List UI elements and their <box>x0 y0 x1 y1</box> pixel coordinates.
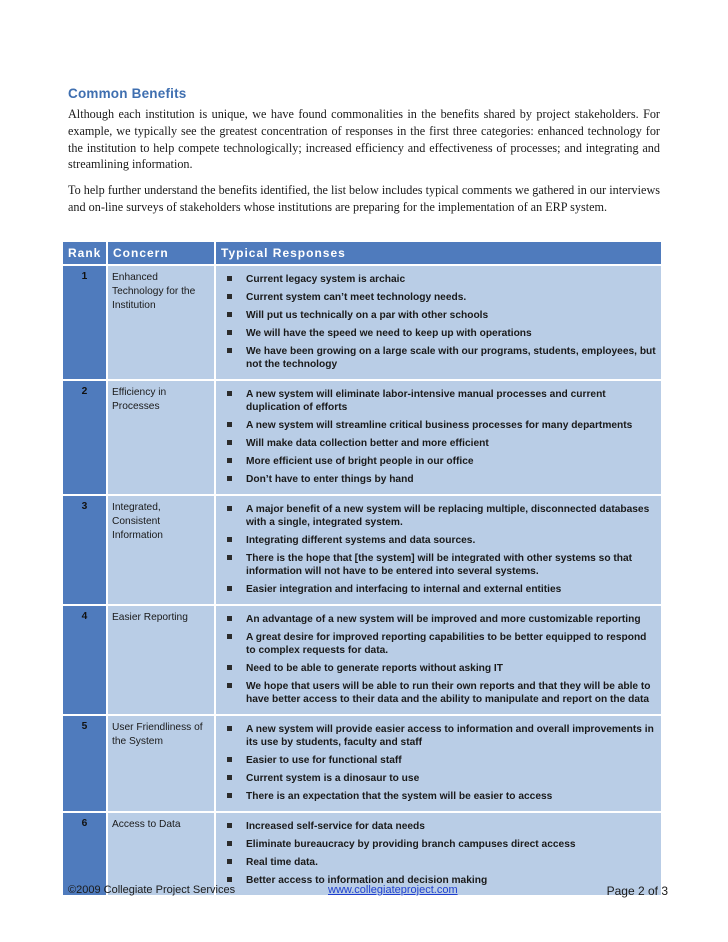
table-body <box>63 265 661 895</box>
responses-cell <box>215 715 661 812</box>
list-item <box>224 772 657 785</box>
list-item <box>224 455 657 468</box>
response-text: We will have the speed we need to keep up with operations <box>246 328 532 339</box>
table-row <box>63 380 661 495</box>
rank-cell: 6 <box>63 812 107 895</box>
response-text: Increased self-service for data needs <box>246 821 425 832</box>
concern-cell: Integrated, Consistent Information <box>107 495 215 605</box>
square-bullet-icon <box>227 775 232 780</box>
responses-list <box>224 723 657 803</box>
square-bullet-icon <box>227 665 232 670</box>
response-text: We have been growing on a large scale with our programs, students, employees, but not the technology <box>246 346 656 370</box>
responses-cell <box>215 495 661 605</box>
list-item <box>224 583 657 596</box>
list-item <box>224 552 657 578</box>
square-bullet-icon <box>227 726 232 731</box>
list-item <box>224 838 657 851</box>
footer-copyright: ©2009 Collegiate Project Services <box>68 884 236 896</box>
list-item <box>224 327 657 340</box>
responses-cell <box>215 812 661 895</box>
header-concern: Concern <box>107 242 215 265</box>
response-text: Better access to information and decision making <box>246 875 488 886</box>
square-bullet-icon <box>227 634 232 639</box>
list-item <box>224 856 657 869</box>
square-bullet-icon <box>227 276 232 281</box>
responses-list <box>224 820 657 887</box>
response-text: We hope that users will be able to run their own reports and that they will be able to have better access to their data and the ability to manipulate and report on the data <box>246 681 651 705</box>
square-bullet-icon <box>227 440 232 445</box>
explanation-paragraph: To help further understand the benefits identified, the list below includes typical comments we gathered in our interviews and on-line surveys of stakeholders whose institutions are preparing for the implementation of an ERP system. <box>68 183 660 214</box>
square-bullet-icon <box>227 506 232 511</box>
responses-list <box>224 388 657 486</box>
response-text: A new system will streamline critical business processes for many departments <box>246 420 633 431</box>
square-bullet-icon <box>227 391 232 396</box>
header-rank: Rank <box>63 242 107 265</box>
responses-cell <box>215 605 661 715</box>
square-bullet-icon <box>227 841 232 846</box>
square-bullet-icon <box>227 458 232 463</box>
response-text: A major benefit of a new system will be replacing multiple, disconnected databases with a single, integrated system. <box>246 504 650 528</box>
square-bullet-icon <box>227 476 232 481</box>
responses-list <box>224 613 657 706</box>
response-text: There is an expectation that the system will be easier to access <box>246 791 553 802</box>
list-item <box>224 723 657 749</box>
list-item <box>224 388 657 414</box>
list-item <box>224 419 657 432</box>
concern-cell: User Friendliness of the System <box>107 715 215 812</box>
response-text: Eliminate bureaucracy by providing branch campuses direct access <box>246 839 576 850</box>
square-bullet-icon <box>227 859 232 864</box>
square-bullet-icon <box>227 877 232 882</box>
square-bullet-icon <box>227 683 232 688</box>
page-footer <box>68 884 668 900</box>
concern-cell: Enhanced Technology for the Institution <box>107 265 215 380</box>
responses-list <box>224 503 657 596</box>
response-text: Easier to use for functional staff <box>246 755 402 766</box>
list-item <box>224 309 657 322</box>
square-bullet-icon <box>227 757 232 762</box>
square-bullet-icon <box>227 348 232 353</box>
square-bullet-icon <box>227 537 232 542</box>
table-row <box>63 715 661 812</box>
response-text: Current system can’t meet technology needs. <box>246 292 467 303</box>
concern-cell: Efficiency in Processes <box>107 380 215 495</box>
square-bullet-icon <box>227 294 232 299</box>
list-item <box>224 613 657 626</box>
responses-list <box>224 273 657 371</box>
response-text: Real time data. <box>246 857 318 868</box>
response-text: Don’t have to enter things by hand <box>246 474 414 485</box>
rank-cell: 3 <box>63 495 107 605</box>
response-text: A great desire for improved reporting capabilities to be better equipped to respond to complex requests for data. <box>246 632 647 656</box>
responses-cell <box>215 265 661 380</box>
rank-cell: 1 <box>63 265 107 380</box>
response-text: Integrating different systems and data sources. <box>246 535 476 546</box>
list-item <box>224 534 657 547</box>
list-item <box>224 437 657 450</box>
section-heading: Common Benefits <box>68 86 187 101</box>
response-text: Will put us technically on a par with other schools <box>246 310 489 321</box>
square-bullet-icon <box>227 823 232 828</box>
table-row <box>63 495 661 605</box>
responses-cell <box>215 380 661 495</box>
list-item <box>224 291 657 304</box>
square-bullet-icon <box>227 312 232 317</box>
response-text: Will make data collection better and more efficient <box>246 438 489 449</box>
response-text: There is the hope that [the system] will be integrated with other systems so that information will not have to be entered into several systems. <box>246 553 633 577</box>
concern-cell: Easier Reporting <box>107 605 215 715</box>
square-bullet-icon <box>227 555 232 560</box>
response-text: Need to be able to generate reports without asking IT <box>246 663 503 674</box>
response-text: An advantage of a new system will be improved and more customizable reporting <box>246 614 641 625</box>
list-item <box>224 754 657 767</box>
list-item <box>224 473 657 486</box>
table-header-row <box>63 242 661 265</box>
footer-page-number: Page 2 of 3 <box>606 884 668 898</box>
rank-cell: 5 <box>63 715 107 812</box>
response-text: Current legacy system is archaic <box>246 274 406 285</box>
list-item <box>224 345 657 371</box>
response-text: A new system will eliminate labor-intensive manual processes and current duplication of efforts <box>246 389 606 413</box>
list-item <box>224 273 657 286</box>
rank-cell: 2 <box>63 380 107 495</box>
table-row <box>63 265 661 380</box>
list-item <box>224 503 657 529</box>
response-text: More efficient use of bright people in our office <box>246 456 474 467</box>
response-text: Easier integration and interfacing to internal and external entities <box>246 584 562 595</box>
header-typical-responses: Typical Responses <box>215 242 661 265</box>
square-bullet-icon <box>227 422 232 427</box>
response-text: Current system is a dinosaur to use <box>246 773 420 784</box>
square-bullet-icon <box>227 793 232 798</box>
square-bullet-icon <box>227 616 232 621</box>
rank-cell: 4 <box>63 605 107 715</box>
concern-cell: Access to Data <box>107 812 215 895</box>
list-item <box>224 790 657 803</box>
list-item <box>224 680 657 706</box>
response-text: A new system will provide easier access to information and overall improvements in its use by students, faculty and staff <box>246 724 654 748</box>
footer-website-link[interactable]: www.collegiateproject.com <box>328 884 458 896</box>
intro-paragraph: Although each institution is unique, we have found commonalities in the benefits shared by project stakeholders. For example, we typically see the greatest concentration of responses in the first three categories: enhanced technology for the institution to help compete technologically; increased efficiency and effectiveness of processes; and integrating and streamlining information. <box>68 107 660 172</box>
benefits-table <box>63 242 661 895</box>
table-row <box>63 605 661 715</box>
square-bullet-icon <box>227 586 232 591</box>
list-item <box>224 820 657 833</box>
square-bullet-icon <box>227 330 232 335</box>
table-row <box>63 812 661 895</box>
list-item <box>224 662 657 675</box>
list-item <box>224 631 657 657</box>
